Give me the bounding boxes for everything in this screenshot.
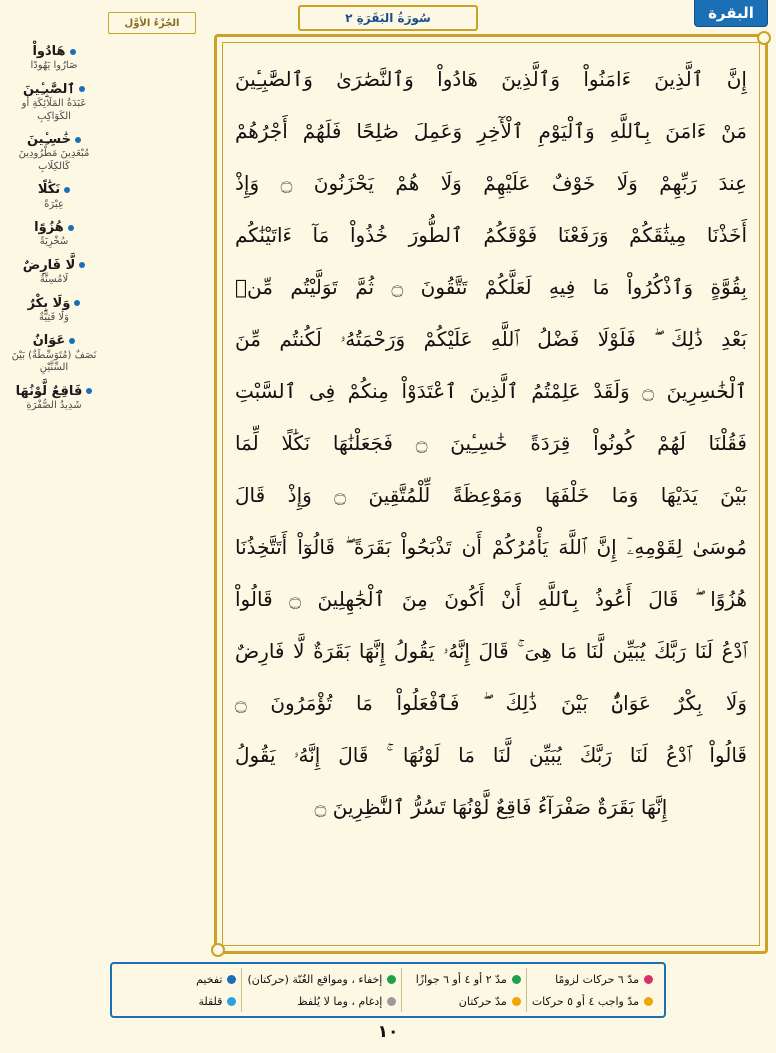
legend-color-swatch — [387, 997, 396, 1006]
page-number: ١٠ — [377, 1022, 399, 1042]
quran-line: مَنْ ءَامَنَ بِٱللَّهِ وَٱلْيَوْمِ ٱلْأٓخِرِ وَعَمِلَ صَٰلِحًا فَلَهُمْ أَجْرُهُمْ — [235, 119, 747, 143]
legend-color-swatch — [227, 975, 236, 984]
side-note — [6, 384, 102, 413]
side-note — [6, 182, 102, 211]
legend-label: تفخيم — [196, 972, 223, 986]
legend-label: إخفاء ، ومواقع الغُنّة (حركتان) — [247, 972, 383, 986]
quran-line: إِنَّهَا بَقَرَةٌ صَفْرَآءُ فَاقِعٌ لَّوْنُهَا تَسُرُّ ٱلنَّٰظِرِينَ ۝ — [314, 795, 668, 819]
side-note-meaning: سُخْرِيَةً — [39, 236, 69, 248]
legend-item — [247, 995, 396, 1008]
quran-line: مُوسَىٰ لِقَوْمِهِۦٓ إِنَّ ٱللَّهَ يَأْمُرُكُمْ أَن تَذْبَحُواْ بَقَرَةً ۖ قَالُوٓاْ أَتَتَّخِذُنَا — [235, 535, 747, 559]
quran-line: قَالُواْ ٱدْعُ لَنَا رَبَّكَ يُبَيِّن لَّنَا مَا لَوْنُهَا ۚ قَالَ إِنَّهُۥ يَقُولُ — [235, 743, 747, 767]
side-note-word: ٱلصَّٰبِـِٔينَ — [6, 82, 102, 98]
side-note-meaning: صَارُوا يَهُودًا — [30, 60, 78, 72]
side-note-meaning: عَبَدَةُ المَلَائِكَةِ أو الكَوَاكِبِ — [21, 98, 87, 122]
legend-label: مدّ حركتان — [458, 994, 507, 1008]
legend-column — [118, 968, 242, 1012]
side-note-meaning: لَامُسِنَّةٌ — [39, 274, 69, 285]
side-note-meaning: عِبْرَةً — [44, 198, 64, 210]
side-note — [6, 44, 102, 73]
side-note-word: هُزُوًا — [6, 220, 102, 236]
quran-line: إِنَّ ٱلَّذِينَ ءَامَنُواْ وَٱلَّذِينَ هَادُواْ وَٱلنَّصَٰرَىٰ وَٱلصَّٰبِـِٔينَ — [235, 67, 747, 91]
quran-line: هُزُوًا ۖ قَالَ أَعُوذُ بِٱللَّهِ أَنْ أَكُونَ مِنَ ٱلْجَٰهِلِينَ ۝ قَالُواْ — [235, 587, 747, 611]
legend-column — [242, 968, 402, 1012]
legend-column — [527, 968, 658, 1012]
side-note-meaning: نَصَفٌ (مُتَوَسِّطَةٌ) بَيْنَ السِّنَّيْنِ — [11, 349, 97, 373]
side-note-word: لَّا فَارِضٌ — [6, 258, 102, 274]
legend-label: مدّ واجب ٤ أو ٥ حركات — [531, 994, 639, 1008]
legend-item — [407, 995, 520, 1008]
quran-line: بِقُوَّةٍ وَٱذْكُرُواْ مَا فِيهِ لَعَلَّكُمْ تَتَّقُونَ ۝ ثُمَّ تَوَلَّيْتُم مِّنۢ — [235, 275, 747, 299]
side-note-word: خَٰسِـِٔينَ — [6, 132, 102, 148]
side-note — [6, 220, 102, 249]
legend-label: مدّ ٢ أو ٤ أو ٦ جوازًا — [415, 972, 507, 986]
legend-color-swatch — [644, 997, 653, 1006]
tajweed-legend — [110, 962, 666, 1018]
legend-color-swatch — [644, 975, 653, 984]
quran-line: بَيْنَ يَدَيْهَا وَمَا خَلْفَهَا وَمَوْعِظَةً لِّلْمُتَّقِينَ ۝ وَإِذْ قَالَ — [235, 483, 747, 507]
quran-line: ٱدْعُ لَنَا رَبَّكَ يُبَيِّن لَّنَا مَا هِىَ ۚ قَالَ إِنَّهُۥ يَقُولُ إِنَّهَا بَقَرَةٌ لَّا فَارِضٌ — [235, 639, 747, 663]
side-note-word: نَكَٰلًا — [6, 182, 102, 198]
legend-item — [407, 973, 520, 986]
side-note-word: فَاقِعٌ لَّوْنُهَا — [6, 384, 102, 400]
page-header — [0, 0, 776, 34]
quran-line: فَقُلْنَا لَهُمْ كُونُواْ قِرَدَةً خَٰسِـِٔينَ ۝ فَجَعَلْنَٰهَا نَكَٰلًا لِّمَا — [235, 431, 747, 455]
quran-line: أَخَذْنَا مِيثَٰقَكُمْ وَرَفَعْنَا فَوْقَكُمُ ٱلطُّورَ خُذُواْ مَآ ءَاتَيْنَٰكُم — [235, 223, 747, 247]
legend-item — [247, 973, 396, 986]
legend-color-swatch — [512, 975, 521, 984]
quran-line: ٱلْخَٰسِرِينَ ۝ وَلَقَدْ عَلِمْتُمُ ٱلَّذِينَ ٱعْتَدَوْاْ مِنكُمْ فِى ٱلسَّبْتِ — [235, 379, 748, 403]
quran-text-body — [222, 42, 760, 946]
side-note-meaning: مُبْعَدِينَ مَطْرُودِينَ كَالكِلَابِ — [18, 148, 90, 172]
legend-item — [532, 973, 653, 986]
quran-text-frame — [214, 34, 768, 954]
quran-line: عِندَ رَبِّهِمْ وَلَا خَوْفٌ عَلَيْهِمْ وَلَا هُمْ يَحْزَنُونَ ۝ وَإِذْ — [235, 171, 747, 195]
side-note — [6, 333, 102, 374]
legend-label: مدّ ٦ حركات لزومًا — [555, 972, 639, 986]
side-note — [6, 82, 102, 123]
side-notes-column — [6, 44, 102, 421]
side-note — [6, 258, 102, 287]
quran-line: بَعْدِ ذَٰلِكَ ۖ فَلَوْلَا فَضْلُ ٱللَّهِ عَلَيْكُمْ وَرَحْمَتُهُۥ لَكُنتُم مِّنَ — [235, 327, 747, 351]
surah-tab[interactable]: البقرة — [694, 0, 768, 27]
juz-label: الجُزْءُ الأوَّل — [108, 12, 196, 34]
legend-item — [123, 973, 236, 986]
legend-column — [402, 968, 526, 1012]
side-note-meaning: وَلَا فَتِيَّةٌ — [39, 311, 69, 323]
side-note-word: وَلَا بِكْرٌ — [6, 296, 102, 312]
legend-color-swatch — [512, 997, 521, 1006]
side-note — [6, 132, 102, 173]
legend-label: إدغام ، وما لا يُلفظ — [297, 994, 383, 1008]
side-note-word: عَوَانٌ — [6, 333, 102, 349]
legend-item — [532, 995, 653, 1008]
legend-item — [123, 995, 236, 1008]
side-note — [6, 296, 102, 325]
side-note-word: هَادُواْ — [6, 44, 102, 60]
side-note-meaning: شَدِيدُ الصُّفْرَةِ — [26, 399, 82, 411]
quran-line: وَلَا بِكْرٌ عَوَانٌۢ بَيْنَ ذَٰلِكَ ۖ فَٱفْعَلُواْ مَا تُؤْمَرُونَ ۝ — [235, 691, 747, 715]
surah-title: سُورَةُ البَقَرَةِ ٢ — [298, 5, 478, 31]
legend-color-swatch — [387, 975, 396, 984]
legend-label: قلقلة — [198, 994, 223, 1008]
legend-color-swatch — [227, 997, 236, 1006]
